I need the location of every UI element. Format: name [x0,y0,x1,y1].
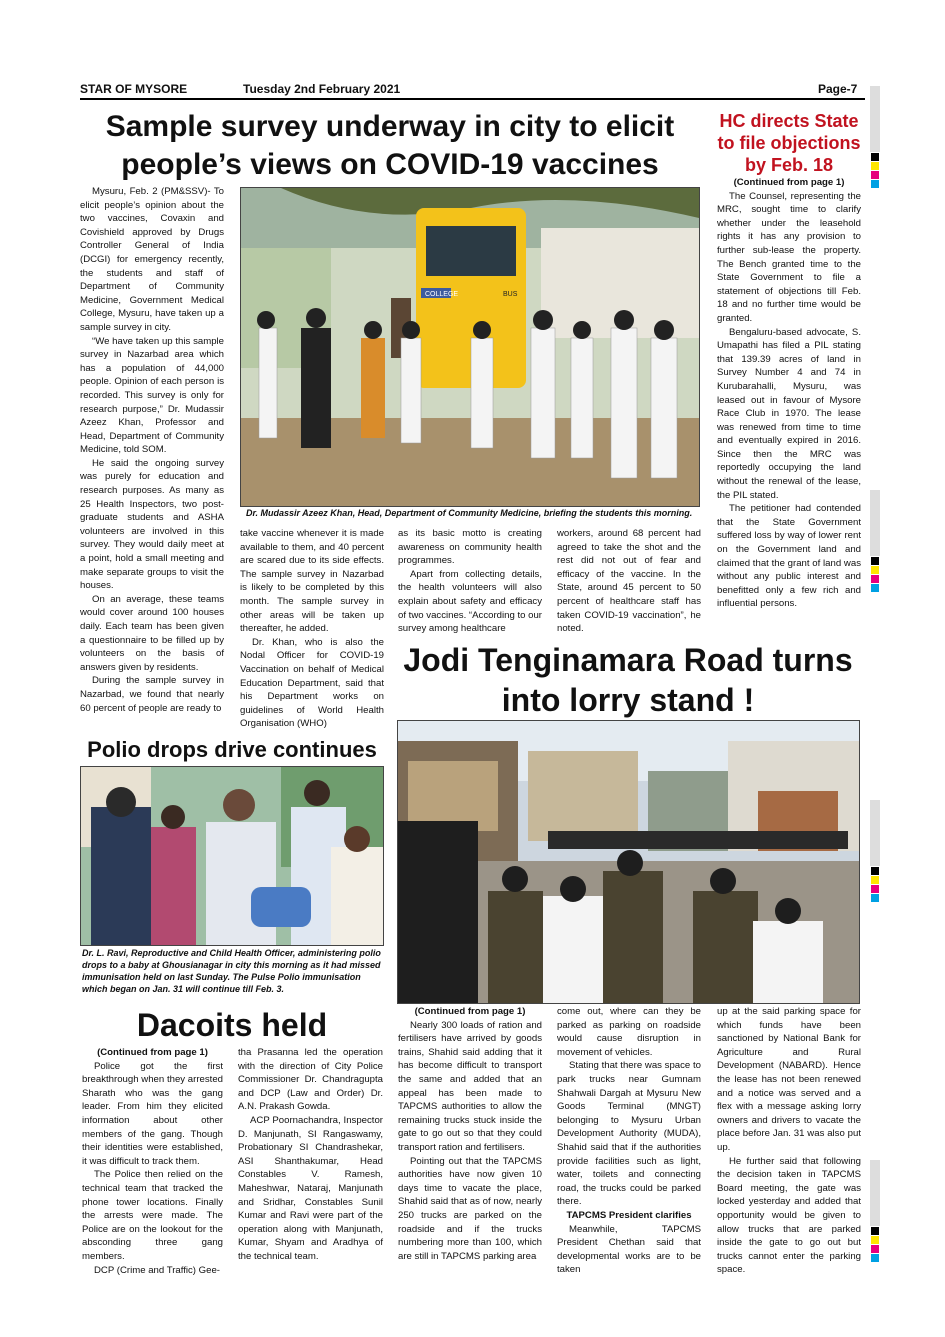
paragraph: During the sample survey in Nazarbad, we found that nearly 60 percent of people are ready to [80,675,224,714]
paragraph: Meanwhile, TAPCMS President Chethan said that developmental works are to be taken [557,1223,701,1276]
jodi-headline: Jodi Tenginamara Road turns into lorry stand ! [403,642,853,718]
page-number: Page-7 [818,82,858,96]
hc-column [717,176,861,611]
margin-bar [870,1160,880,1226]
paragraph: On an average, these teams would cover around 100 houses daily. Each team has been given a questionnaire to be filled up by volunteers on the basis of answers given by residents. [80,593,224,673]
polio-photo-caption: Dr. L. Ravi, Reproductive and Child Health Officer, administering polio drops to a baby at Ghousianagar in city this morning as it had missed immunisation held on last Sunday. The Pulse Polio immunisation which began on Jan. 31 will continue till Feb. 3. [82,948,381,994]
paragraph: take vaccine whenever it is made available to them, and 40 percent are scared due to its side effects. The sample survey in Nazarbad is likely to be completed by this month. The sample survey in other areas will be taken up thereafter, he added. [240,528,384,635]
magenta-swatch [871,885,879,893]
margin-bar [870,86,880,152]
bus-sign-right: BUS [503,291,518,298]
paper-name: STAR OF MYSORE [80,82,188,96]
magenta-swatch [871,575,879,583]
polio-headline: Polio drops drive continues [87,737,377,762]
dacoits-column-2 [238,1046,383,1264]
black-swatch [871,153,879,161]
paragraph: The Counsel, representing the MRC, sought time to clarify whether under the leasehold rights it has any provision to further sub-lease the property. The Bench granted time to the State Government to file a statement of objections till Feb. 18 and no further time would be granted. [717,190,861,324]
paragraph: Stating that there was space to park trucks near Gumnam Shahwali Dargah at Mysuru New Goods Terminal (MNGT) belonging to Mysuru Urban Development Authority (MUDA), Shahid said that if the authorities provide facilities such as light, water, toilets and connecting road, the trucks could be parked there. [557,1060,701,1208]
survey-column-2 [240,527,384,731]
paragraph: come out, where can they be parked as parking on roadside would cause disruption in movement of vehicles. [557,1006,701,1058]
jodi-photo-illustration [398,721,859,1003]
magenta-swatch [871,171,879,179]
paragraph: Bengaluru-based advocate, S. Umapathi has filed a PIL stating that 139.39 acres of land in Survey Number 4 and 74 in Kurubarahalli, Mysuru, was leased out in favour of Mysore Race Club in 1970. The lease was renewed from time to time and eventually expired in 2016. Since then the MRC was reportedly occupying the land without the renewal of the lease, the PIL stated. [717,326,861,501]
paragraph: up at the said parking space for which funds have been sanctioned by National Bank for Agriculture and Rural Development (NABARD). Hence the lease has not been renewed and a notice was served and a flex with a message asking lorry owners and drivers to vacate the place before Jan. 31 was also put up. [717,1006,861,1153]
jodi-photo [397,720,860,1004]
margin-bar [870,490,880,556]
survey-column-4 [557,527,701,636]
survey-headline: Sample survey underway in city to elicit people’s views on COVID-19 vaccines [105,110,675,181]
jodi-column-2 [557,1005,701,1277]
paragraph: workers, around 68 percent had agreed to take the shot and the rest did not out of fear and efficacy of the vaccine. In the State, around 45 percent to 50 percent of healthcare staff has taken COVID-19 vaccination”, he noted. [557,528,701,635]
continued-label: (Continued from page 1) [97,1047,208,1058]
subheading: TAPCMS President clarifies [566,1209,692,1221]
paragraph: as its basic motto is creating awareness on community health programmes. [398,528,542,567]
black-swatch [871,1227,879,1235]
margin-bar [870,800,880,866]
paragraph: ACP Poornachandra, Inspector D. Manjunath, SI Rangaswamy, Probationary SI Chandrashekar, ASI Shanthakumar, Head Constables V. Ramesh, Maheshwar, Nataraj, Manjunath and Sridhar, Constables Sunil Kumar and Ravi were part of the operation along with Manjunath, Kumar, Shyam and Aradhya of the technical team. [238,1114,383,1262]
paragraph: Mysuru, Feb. 2 (PM&SSV)- To elicit people’s opinion about the two vaccines, Covaxin and Covishield approved by Drugs Controller General of India (DCGI) for emergency recently, the students and staff of Department of Community Medicine, Government Medical College, Mysuru, have taken up a sample survey in city. [80,186,224,333]
survey-photo-illustration [241,188,699,506]
issue-date: Tuesday 2nd February 2021 [243,82,401,96]
yellow-swatch [871,162,879,170]
paragraph: He said the ongoing survey was purely for education and research purposes. As many as 25 Health Inspectors, two post-graduate students and ASHA volunteers are involved in this survey. They would daily meet at a point, hold a small meeting and make separate groups to visit the houses. [80,457,224,592]
paragraph: Nearly 300 loads of ration and fertilisers have arrived by goods trains, Shahid said adding that it has become difficult to transport the same and added that an appeal has been made to TAPCMS authorities to allow the remaining trucks stuck inside the gate to go out so that they could transport ration and fertilisers. [398,1019,542,1153]
paragraph: Pointing out that the TAPCMS authorities have now given 10 days time to vacate the place, Shahid said that as of now, nearly 250 trucks are parked on the roadside and if the trucks numbering more than 100, which are still in TAPCMS parking area [398,1155,542,1262]
paragraph: DCP (Crime and Traffic) Gee- [94,1264,220,1276]
paragraph: tha Prasanna led the operation with the direction of City Police Commissioner Dr. Chandragupta and DCP (Law and Order) Dr. A.N. Prakash Gowda. [238,1047,383,1113]
survey-column-3 [398,527,542,636]
cyan-swatch [871,584,879,592]
yellow-swatch [871,566,879,574]
bus-sign: COLLEGE [425,291,459,298]
jodi-column-1 [398,1005,542,1263]
hc-headline: HC directs State to file objections by Feb. 18 [717,111,861,175]
yellow-swatch [871,1236,879,1244]
survey-photo [240,187,700,507]
masthead-rule [80,98,865,100]
black-swatch [871,867,879,875]
paragraph: “We have taken up this sample survey in Nazarbad area which has a population of 44,000 people. Opinion of each person is recorded. This survey is only for research purpose,” Dr. Mudassir Azeez Khan, Professor and Head, Department of Community Medicine, told SOM. [80,335,224,456]
paragraph: The petitioner had contended that the State Government suffered loss by way of lower rent on the Government land and claimed that the grant of land was without any public interest and benefitted only a few rich and influential persons. [717,503,861,610]
jodi-column-3 [717,1005,861,1277]
yellow-swatch [871,876,879,884]
paragraph: Dr. Khan, who is also the Nodal Officer for COVID-19 Vaccination on behalf of Medical Education Department, said that his Department works on guidelines of World Health Organisation (WHO) [240,636,384,730]
dacoits-headline: Dacoits held [136,1007,328,1043]
survey-column-1 [80,185,224,715]
magenta-swatch [871,1245,879,1253]
paragraph: Police got the first breakthrough when they arrested Sharath who was the gang leader. From him they elicited information about other members of the gang. Though their identities were established, it was difficult to track them. [82,1060,223,1167]
cyan-swatch [871,180,879,188]
continued-label: (Continued from page 1) [414,1006,526,1017]
polio-photo-illustration [81,767,383,945]
survey-photo-caption: Dr. Mudassir Azeez Khan, Head, Department of Community Medicine, briefing the students this morning. [246,508,693,518]
polio-photo [80,766,384,946]
black-swatch [871,557,879,565]
cyan-swatch [871,1254,879,1262]
continued-label: (Continued from page 1) [733,177,845,188]
paragraph: Apart from collecting details, the health volunteers will also explain about safety and efficacy of two vaccines. “According to our survey among healthcare [398,568,542,635]
paragraph: He further said that following the decision taken in TAPCMS Board meeting, the gate was locked yesterday and added that opportunity would be given to allow trucks that are parked inside the gate to go out but trucks cannot enter the parking space. [717,1155,861,1276]
cyan-swatch [871,894,879,902]
dacoits-column-1 [82,1046,223,1277]
paragraph: The Police then relied on the technical team that tracked the phone tower locations. Finally the arrests were made. The Police are on the lookout for the absconding three gang members. [82,1169,223,1262]
